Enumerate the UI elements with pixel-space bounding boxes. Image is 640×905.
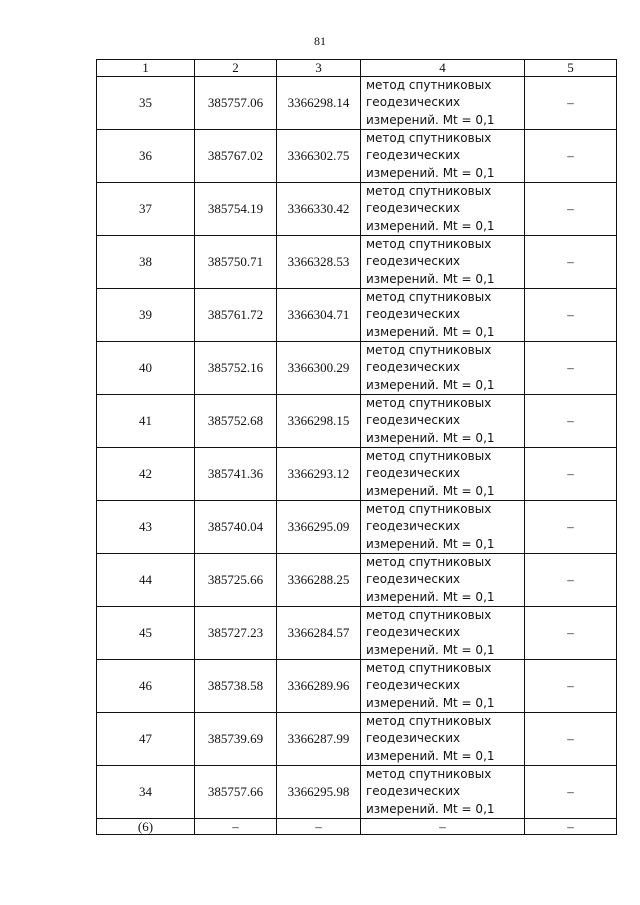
header-col-5: 5 [525,60,617,77]
footer-cell: – [277,819,361,835]
y-coordinate-cell: 3366287.99 [277,713,361,766]
table-row [97,448,617,501]
method-line: измерений. Mt = 0,1 [366,801,495,816]
method-line: метод спутниковых [366,131,492,146]
method-line: метод спутниковых [366,78,492,93]
x-coordinate-cell: 385740.04 [195,501,277,554]
x-coordinate-cell: 385754.19 [195,183,277,236]
y-coordinate-cell: 3366328.53 [277,236,361,289]
point-number-cell: 40 [97,342,195,395]
col5-cell: – [525,607,617,660]
method-cell [361,448,525,501]
method-line: геодезических [366,784,461,799]
x-coordinate-cell: 385752.16 [195,342,277,395]
point-number-cell: 36 [97,130,195,183]
col5-cell: – [525,395,617,448]
header-col-4: 4 [361,60,525,77]
table-body [97,77,617,835]
y-coordinate-cell: 3366298.15 [277,395,361,448]
method-cell [361,342,525,395]
table-row [97,183,617,236]
method-line: метод спутниковых [366,714,492,729]
table-row [97,501,617,554]
method-line: измерений. Mt = 0,1 [366,748,495,763]
method-line: метод спутниковых [366,502,492,517]
y-coordinate-cell: 3366298.14 [277,77,361,130]
method-line: измерений. Mt = 0,1 [366,483,495,498]
method-cell [361,607,525,660]
method-line: измерений. Mt = 0,1 [366,536,495,551]
x-coordinate-cell: 385741.36 [195,448,277,501]
method-line: метод спутниковых [366,449,492,464]
method-line: метод спутниковых [366,555,492,570]
footer-cell: – [195,819,277,835]
y-coordinate-cell: 3366295.09 [277,501,361,554]
col5-cell: – [525,501,617,554]
y-coordinate-cell: 3366300.29 [277,342,361,395]
method-line: геодезических [366,572,461,587]
y-coordinate-cell: 3366293.12 [277,448,361,501]
method-line: геодезических [366,148,461,163]
point-number-cell: 38 [97,236,195,289]
x-coordinate-cell: 385752.68 [195,395,277,448]
y-coordinate-cell: 3366302.75 [277,130,361,183]
x-coordinate-cell: 385727.23 [195,607,277,660]
method-cell [361,766,525,819]
method-cell [361,501,525,554]
y-coordinate-cell: 3366288.25 [277,554,361,607]
col5-cell: – [525,77,617,130]
col5-cell: – [525,448,617,501]
method-line: геодезических [366,519,461,534]
y-coordinate-cell: 3366304.71 [277,289,361,342]
method-line: геодезических [366,466,461,481]
method-line: измерений. Mt = 0,1 [366,165,495,180]
point-number-cell: 44 [97,554,195,607]
point-number-cell: 34 [97,766,195,819]
header-col-1: 1 [97,60,195,77]
footer-cell: – [525,819,617,835]
x-coordinate-cell: 385767.02 [195,130,277,183]
col5-cell: – [525,236,617,289]
method-line: метод спутниковых [366,343,492,358]
table-footer-row [97,819,617,835]
col5-cell: – [525,660,617,713]
method-line: измерений. Mt = 0,1 [366,377,495,392]
col5-cell: – [525,766,617,819]
col5-cell: – [525,554,617,607]
table-row [97,77,617,130]
table-row [97,342,617,395]
point-number-cell: 41 [97,395,195,448]
table-row [97,660,617,713]
method-cell [361,130,525,183]
method-line: метод спутниковых [366,290,492,305]
table-row [97,607,617,660]
method-line: метод спутниковых [366,184,492,199]
point-number-cell: 42 [97,448,195,501]
method-cell [361,77,525,130]
coordinates-table [96,59,617,835]
method-line: геодезических [366,95,461,110]
method-cell [361,713,525,766]
x-coordinate-cell: 385738.58 [195,660,277,713]
table-row [97,713,617,766]
method-line: измерений. Mt = 0,1 [366,112,495,127]
x-coordinate-cell: 385725.66 [195,554,277,607]
method-cell [361,660,525,713]
x-coordinate-cell: 385739.69 [195,713,277,766]
method-line: геодезических [366,678,461,693]
method-cell [361,236,525,289]
col5-cell: – [525,130,617,183]
col5-cell: – [525,183,617,236]
point-number-cell: 37 [97,183,195,236]
method-line: геодезических [366,201,461,216]
method-line: измерений. Mt = 0,1 [366,324,495,339]
table-row [97,236,617,289]
x-coordinate-cell: 385757.66 [195,766,277,819]
method-line: измерений. Mt = 0,1 [366,218,495,233]
point-number-cell: 35 [97,77,195,130]
footer-cell: – [361,819,525,835]
method-line: измерений. Mt = 0,1 [366,430,495,445]
method-cell [361,554,525,607]
table-row [97,766,617,819]
method-line: измерений. Mt = 0,1 [366,642,495,657]
y-coordinate-cell: 3366284.57 [277,607,361,660]
method-line: измерений. Mt = 0,1 [366,271,495,286]
col5-cell: – [525,342,617,395]
y-coordinate-cell: 3366289.96 [277,660,361,713]
method-line: геодезических [366,254,461,269]
footer-cell: (6) [97,819,195,835]
table-header-row [97,60,617,77]
point-number-cell: 43 [97,501,195,554]
x-coordinate-cell: 385750.71 [195,236,277,289]
method-line: измерений. Mt = 0,1 [366,695,495,710]
x-coordinate-cell: 385761.72 [195,289,277,342]
method-line: метод спутниковых [366,396,492,411]
table-row [97,554,617,607]
method-line: метод спутниковых [366,608,492,623]
table-row [97,395,617,448]
y-coordinate-cell: 3366295.98 [277,766,361,819]
page-number: 81 [314,34,326,48]
table-row [97,289,617,342]
point-number-cell: 39 [97,289,195,342]
x-coordinate-cell: 385757.06 [195,77,277,130]
method-line: геодезических [366,307,461,322]
col5-cell: – [525,713,617,766]
point-number-cell: 47 [97,713,195,766]
method-line: метод спутниковых [366,661,492,676]
table-row [97,130,617,183]
method-cell [361,289,525,342]
method-line: геодезических [366,360,461,375]
method-line: метод спутниковых [366,237,492,252]
col5-cell: – [525,289,617,342]
point-number-cell: 46 [97,660,195,713]
y-coordinate-cell: 3366330.42 [277,183,361,236]
method-line: геодезических [366,731,461,746]
method-line: геодезических [366,625,461,640]
header-col-3: 3 [277,60,361,77]
header-col-2: 2 [195,60,277,77]
method-line: метод спутниковых [366,767,492,782]
point-number-cell: 45 [97,607,195,660]
method-cell [361,395,525,448]
method-line: измерений. Mt = 0,1 [366,589,495,604]
method-line: геодезических [366,413,461,428]
method-cell [361,183,525,236]
